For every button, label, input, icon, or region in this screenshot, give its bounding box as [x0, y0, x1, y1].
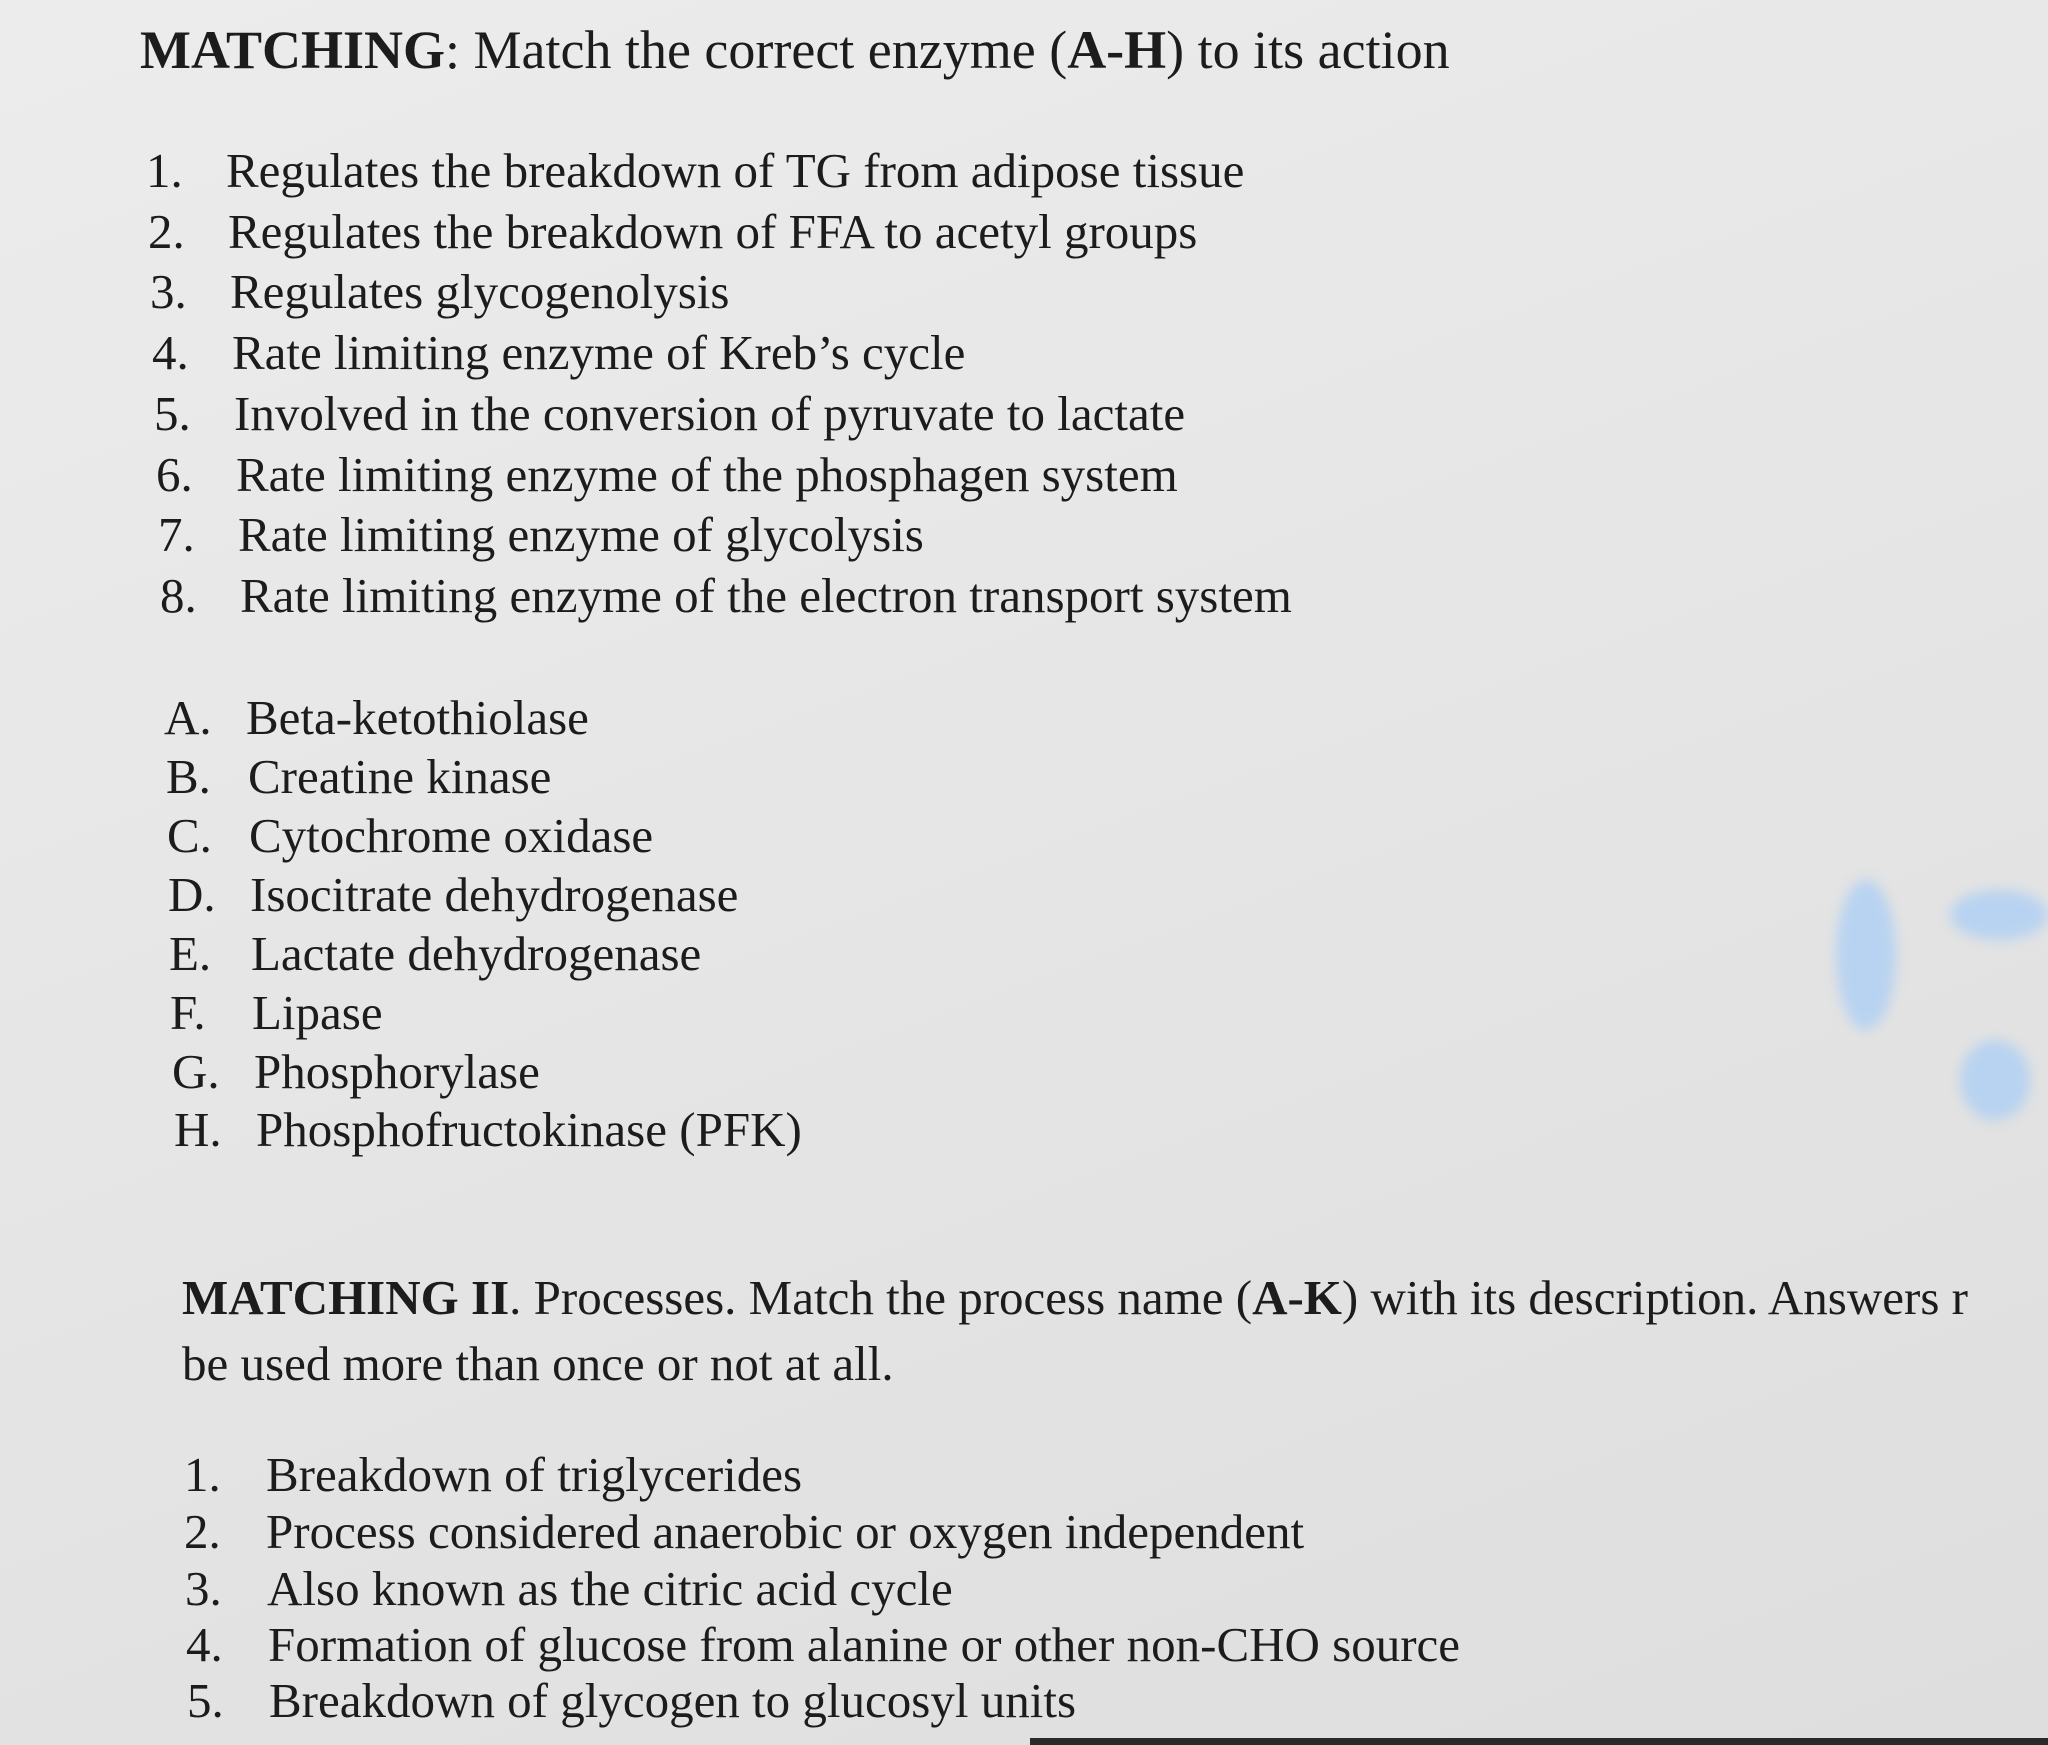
action-item — [146, 142, 1244, 200]
section2-title-range: A-K — [1252, 1270, 1342, 1325]
process-text: Also known as the citric acid cycle — [267, 1561, 953, 1616]
action-item — [154, 385, 1185, 443]
enzyme-item — [164, 689, 589, 747]
action-text: Rate limiting enzyme of Kreb’s cycle — [232, 325, 966, 380]
section1-title-rest: : Match the correct enzyme ( — [445, 20, 1068, 80]
enzyme-name: Creatine kinase — [248, 749, 552, 804]
process-text: Formation of glucose from alanine or other non-CHO source — [268, 1617, 1461, 1672]
action-item — [156, 446, 1178, 504]
section2-title-label: MATCHING II — [182, 1270, 510, 1325]
enzyme-letter: A. — [164, 690, 212, 745]
process-number: 5. — [187, 1673, 224, 1728]
enzyme-item — [172, 1043, 540, 1101]
action-item — [150, 263, 729, 321]
enzyme-item — [167, 807, 653, 865]
action-text: Rate limiting enzyme of glycolysis — [238, 507, 924, 562]
enzyme-item — [169, 925, 701, 983]
process-item — [185, 1560, 953, 1618]
section1-title-end: ) to its action — [1166, 20, 1450, 80]
enzyme-name: Lipase — [252, 985, 383, 1040]
action-number: 6. — [156, 447, 193, 502]
process-text: Process considered anaerobic or oxygen independent — [266, 1504, 1305, 1559]
section2-heading-line2: be used more than once or not at all. — [182, 1336, 894, 1391]
action-text: Regulates glycogenolysis — [230, 264, 730, 319]
process-text: Breakdown of glycogen to glucosyl units — [269, 1673, 1077, 1728]
action-number: 5. — [154, 386, 191, 441]
action-item — [158, 506, 924, 564]
action-item — [152, 324, 965, 382]
process-item — [186, 1616, 1460, 1674]
process-number: 2. — [184, 1504, 221, 1559]
process-number: 1. — [184, 1447, 221, 1502]
action-number: 1. — [146, 143, 183, 198]
process-item — [187, 1672, 1076, 1730]
enzyme-letter: E. — [169, 926, 212, 981]
action-number: 7. — [158, 507, 195, 562]
enzyme-item — [166, 748, 551, 806]
action-text: Regulates the breakdown of FFA to acetyl groups — [228, 204, 1198, 259]
action-item — [148, 203, 1197, 261]
enzyme-name: Phosphorylase — [254, 1044, 540, 1099]
process-number: 4. — [186, 1617, 223, 1672]
enzyme-letter: D. — [168, 867, 216, 922]
action-text: Rate limiting enzyme of the phosphagen system — [236, 447, 1178, 502]
enzyme-item — [170, 984, 383, 1042]
screen-glare — [1836, 880, 1896, 1030]
process-item — [184, 1446, 802, 1504]
section1-title-range: A-H — [1067, 20, 1167, 80]
enzyme-letter: G. — [172, 1044, 220, 1099]
enzyme-name: Lactate dehydrogenase — [251, 926, 702, 981]
action-text: Regulates the breakdown of TG from adipose tissue — [226, 143, 1245, 198]
enzyme-name: Isocitrate dehydrogenase — [250, 867, 739, 922]
action-number: 8. — [160, 568, 197, 623]
action-number: 4. — [152, 325, 189, 380]
section2-title-end: ) with its description. Answers r — [1341, 1270, 1968, 1325]
process-number: 3. — [185, 1561, 222, 1616]
enzyme-letter: F. — [170, 985, 206, 1040]
enzyme-name: Cytochrome oxidase — [249, 808, 654, 863]
section1-title-label: MATCHING — [140, 20, 445, 80]
screen-glare — [1960, 1040, 2030, 1120]
enzyme-name: Phosphofructokinase (PFK) — [256, 1102, 802, 1157]
screen-glare — [1950, 890, 2048, 940]
action-number: 3. — [150, 264, 187, 319]
action-text: Rate limiting enzyme of the electron transport system — [240, 568, 1292, 623]
section2-heading — [182, 1266, 1968, 1330]
enzyme-item — [174, 1101, 802, 1159]
section2-title-rest: . Processes. Match the process name ( — [509, 1270, 1253, 1325]
action-number: 2. — [148, 204, 185, 259]
enzyme-letter: C. — [167, 808, 212, 863]
process-item — [184, 1503, 1304, 1561]
enzyme-name: Beta-ketothiolase — [246, 690, 589, 745]
enzyme-item — [168, 866, 738, 924]
action-item — [160, 567, 1292, 625]
screen-bottom-edge — [1030, 1738, 2048, 1745]
enzyme-letter: B. — [166, 749, 211, 804]
action-text: Involved in the conversion of pyruvate to lactate — [234, 386, 1186, 441]
enzyme-letter: H. — [174, 1102, 222, 1157]
section1-heading — [140, 20, 1450, 80]
process-text: Breakdown of triglycerides — [266, 1447, 803, 1502]
